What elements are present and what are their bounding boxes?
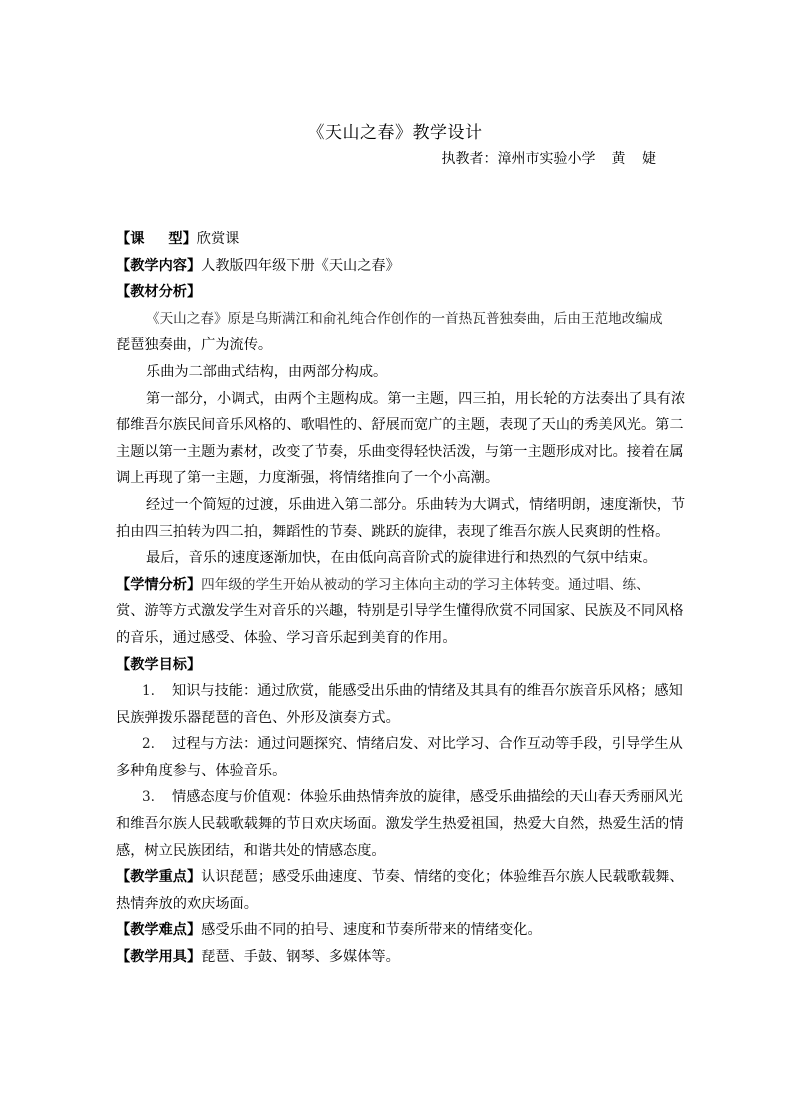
goal1-row (116, 678, 683, 705)
analysis-label: 【教材分析】 (116, 284, 202, 301)
students-l1: 四年级的学生开始从被动的学习主体向主动的学习主体转变。通过唱、练、 (201, 576, 650, 593)
type-value: 欣赏课 (196, 231, 240, 247)
students-row (116, 572, 676, 599)
document-body (116, 226, 686, 971)
goal3-row (116, 784, 683, 811)
analysis-p1-l1: 《天山之春》原是乌斯满江和俞礼纯合作创作的一首热瓦普独奏曲，后由王范地改编成 (146, 310, 663, 327)
students-l2: 赏、游等方式激发学生对音乐的兴趣，特别是引导学生懂得欣赏不同国家、民族及不同风格 (116, 603, 684, 620)
content-value: 人教版四年级下册《天山之春》 (201, 257, 400, 274)
goal3-l2: 和维吾尔族人民载歌载舞的节日欢庆场面。激发学生热爱祖国，热爱大自然，热爱生活的情 (116, 816, 684, 833)
key-l2: 热情奔放的欢庆场面。 (116, 895, 258, 912)
goal1-l1: 知识与技能：通过欣赏，能感受出乐曲的情绪及其具有的维吾尔族音乐风格；感知 (172, 683, 683, 700)
difficulty-label: 【教学难点】 (116, 922, 202, 939)
difficulty-value: 感受乐曲不同的拍号、速度和节奏所带来的情绪变化。 (201, 922, 542, 939)
type-row (116, 226, 676, 253)
analysis-p1-l2: 琵琶独奏曲，广为流传。 (116, 337, 273, 354)
tools-row (116, 944, 676, 971)
difficulty-row (116, 917, 676, 944)
tools-value: 琵琶、手鼓、钢琴、多媒体等。 (201, 949, 400, 966)
analysis-p4-l1: 经过一个简短的过渡，乐曲进入第二部分。乐曲转为大调式，情绪明朗，速度渐快，节 (146, 496, 686, 513)
goal1-num: 1. (142, 683, 155, 700)
students-l3: 的音乐，通过感受、体验、学习音乐起到美育的作用。 (116, 629, 457, 646)
goal2-row (116, 731, 683, 758)
goal3-num: 3. (142, 789, 155, 806)
page-title: 《天山之春》教学设计 (307, 123, 483, 143)
key-l1: 认识琵琶；感受乐曲速度、节奏、情绪的变化；体验维吾尔族人民载歌载舞、 (201, 869, 684, 886)
author-line (442, 148, 662, 168)
goal1-l2: 民族弹拨乐器琵琶的音色、外形及演奏方式。 (116, 709, 400, 726)
analysis-p5: 最后，音乐的速度逐渐加快，在由低向高音阶式的旋律进行和热烈的气氛中结束。 (146, 550, 657, 567)
tools-label: 【教学用具】 (116, 949, 202, 966)
author-name: 黄 婕 (611, 151, 662, 167)
content-label: 【教学内容】 (116, 257, 202, 274)
key-label: 【教学重点】 (116, 869, 202, 886)
analysis-p3-l4: 调上再现了第一主题，力度渐强，将情绪推向了一个小高潮。 (116, 470, 500, 487)
goals-label: 【教学目标】 (116, 656, 202, 673)
type-label-b: 型】 (168, 231, 197, 247)
goal2-num: 2. (142, 736, 155, 753)
analysis-p3-l3: 主题以第一主题为素材，改变了节奏，乐曲变得轻快活泼，与第一主题形成对比。接着在属 (116, 443, 684, 460)
goal2-l2: 多种角度参与、体验音乐。 (116, 762, 287, 779)
analysis-p3-l1: 第一部分，小调式，由两个主题构成。第一主题，四三拍，用长轮的方法奏出了具有浓 (146, 390, 686, 407)
students-label: 【学情分析】 (116, 576, 202, 593)
goal3-l3: 感，树立民族团结，和谐共处的情感态度。 (116, 842, 386, 859)
goal3-l1: 情感态度与价值观：体验乐曲热情奔放的旋律，感受乐曲描绘的天山春天秀丽风光 (172, 789, 683, 806)
key-row (116, 864, 684, 891)
goal2-l1: 过程与方法：通过问题探究、情绪启发、对比学习、合作互动等手段，引导学生从 (172, 736, 683, 753)
analysis-p4-l2: 拍由四三拍转为四二拍，舞蹈性的节奏、跳跃的旋律，表现了维吾尔族人民爽朗的性格。 (116, 523, 670, 540)
content-row (116, 253, 676, 280)
analysis-p2: 乐曲为二部曲式结构，由两部分构成。 (146, 363, 388, 380)
analysis-p3-l2: 郁维吾尔族民间音乐风格的、歌唱性的、舒展而宽广的主题，表现了天山的秀美风光。第二 (116, 417, 684, 434)
author-label: 执教者：漳州市实验小学 (441, 151, 596, 167)
type-label-a: 【课 (116, 231, 145, 247)
